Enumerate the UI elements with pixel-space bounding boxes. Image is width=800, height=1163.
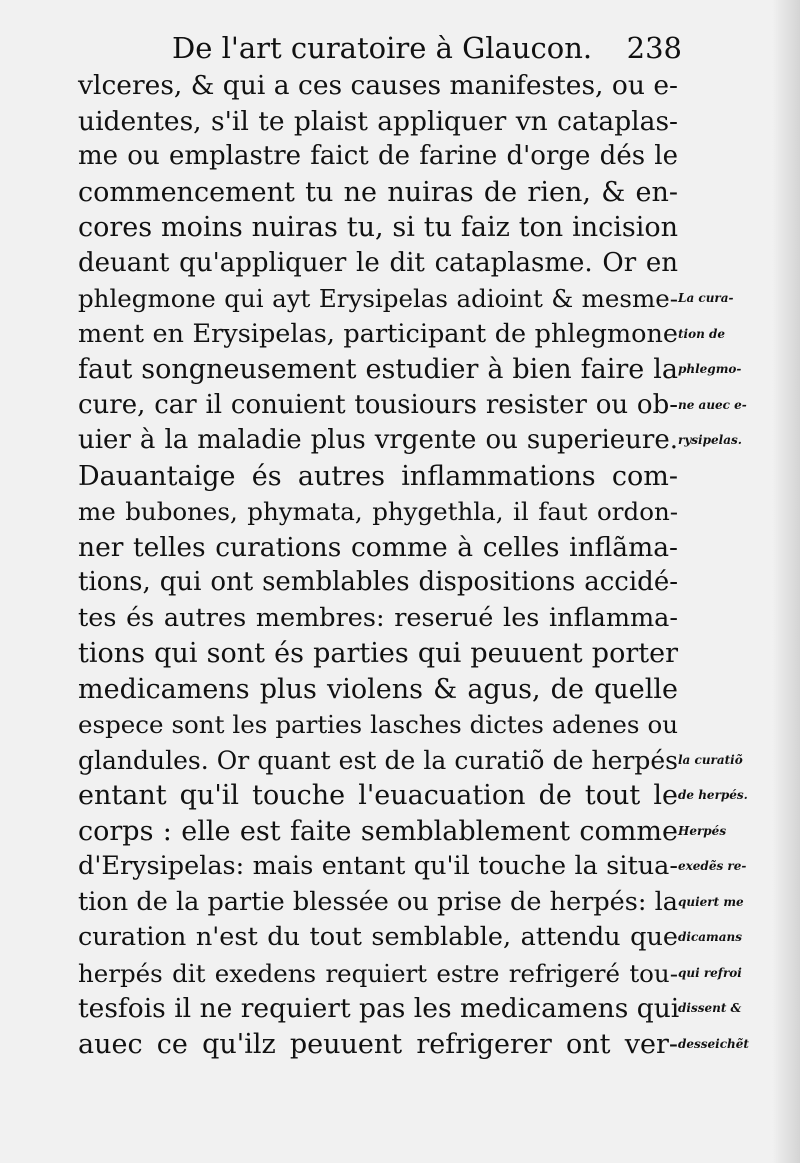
text-line: corps : elle est faite semblablement comme [78,815,678,847]
margin-note-line: Herpés [678,823,727,838]
margin-note-line: La cura- [678,291,734,305]
margin-note-line: de herpés. [678,788,748,802]
text-line: uidentes, s'il te plaist appliquer vn cataplas- [78,105,678,137]
text-line: me bubones, phymata, phygethla, il faut ordon- [78,497,678,526]
margin-note-line: exedẽs re- [678,859,747,873]
margin-note [678,281,798,459]
text-line: cure, car il conuient tousiours resister ou ob- [78,389,678,420]
text-line: entant qu'il touche l'euacuation de tout le [78,780,678,811]
text-line: deuant qu'appliquer le dit cataplasme. Or en [78,247,678,278]
body-text [78,68,678,1062]
margin-note-line: quiert me [678,894,744,909]
text-line: tesfois il ne requiert pas les medicamens qui [78,993,680,1024]
margin-note-line: desseichẽt [678,1036,749,1051]
text-line: herpés dit exedens requiert estre refrigeré tou- [78,958,678,988]
margin-note-line: ne auec e- [678,397,747,412]
running-head [172,28,682,68]
margin-note-line: la curatiõ [678,752,743,767]
margin-note-line: qui refroi [678,965,742,980]
text-line: tion de la partie blessée ou prise de herpés: la [78,886,678,917]
running-title: De l'art curatoire à Glaucon. [172,31,593,65]
margin-note-line: phlegmo- [678,362,742,376]
text-line: faut songneusement estudier à bien faire la [78,354,678,385]
text-line: glandules. Or quant est de la curatiõ de herpés [78,745,678,775]
margin-note-line: rysipelas. [678,433,742,447]
text-line: d'Erysipelas: mais entant qu'il touche la situa- [78,851,678,881]
text-line: ner telles curations comme à celles inflãma- [78,531,678,563]
margin-note [678,743,798,1063]
text-line: espece sont les parties lasches dictes adenes ou [78,710,678,739]
text-line: cores moins nuiras tu, si tu faiz ton incision [78,212,678,243]
text-line: tions qui sont és parties qui peuuent porter [78,638,678,669]
text-line: ment en Erysipelas, participant de phlegmone [78,318,678,349]
text-line: medicamens plus violens & agus, de quelle [78,673,678,705]
margin-note-line: tion de [678,326,726,341]
text-line: uier à la maladie plus vrgente ou superieure. [78,425,678,455]
margin-note-line: dicamans [678,930,742,944]
text-line: curation n'est du tout semblable, attendu que [78,922,678,952]
text-line: phlegmone qui ayt Erysipelas adioint & mesme- [78,284,678,313]
text-line: me ou emplastre faict de farine d'orge dés le [78,141,678,171]
text-line: Dauantaige és autres inflammations com- [78,460,678,492]
text-line: auec ce qu'ilz peuuent refrigerer ont ver- [78,1028,678,1060]
text-line: vlceres, & qui a ces causes manifestes, ou e- [78,70,678,101]
page-number: 238 [626,31,682,65]
text-line: commencement tu ne nuiras de rien, & en- [78,176,678,208]
text-line: tions, qui ont semblables dispositions accidé- [78,567,678,597]
text-line: tes és autres membres: reserué les inflamma- [78,602,678,633]
margin-note-line: dissent & [678,1001,742,1015]
